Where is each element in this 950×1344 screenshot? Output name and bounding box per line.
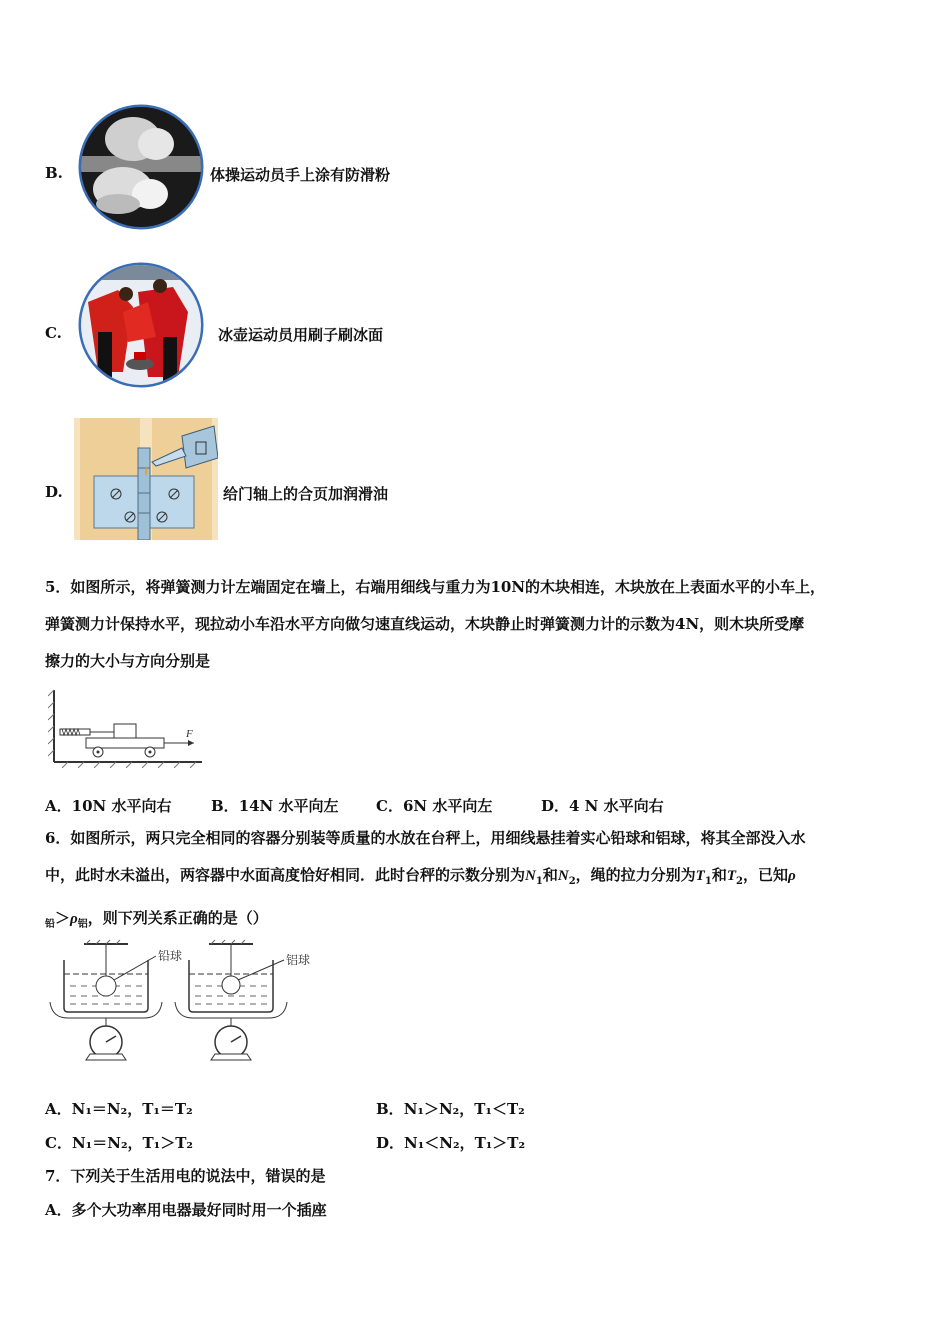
q6-scales-figure	[46, 938, 326, 1068]
q5-stem-line-1: 5．如图所示，将弹簧测力计左端固定在墙上，右端用细线与重力为10N的木块相连，木块放在上表面水平的小车上，	[45, 578, 826, 596]
q5-option-c-label: C．	[376, 797, 403, 815]
q5-option-d	[541, 795, 664, 816]
q5-option-a-text: 10N 水平向右	[71, 797, 172, 815]
q5-cart-figure	[48, 688, 208, 768]
q6-option-d-label: D．	[376, 1134, 405, 1152]
gymnast-chalk-hands-photo	[78, 104, 204, 230]
q6-option-a-text: N₁＝N₂，T₁＝T₂	[71, 1100, 193, 1118]
q6-stem-line-1: 6．如图所示，两只完全相同的容器分别装等质量的水放在台秤上，用细线悬挂着实心铅球和铝球，将其全部没入水	[45, 829, 806, 847]
q7-stem: 7．下列关于生活用电的说法中，错误的是	[45, 1167, 326, 1185]
door-hinge-oil-illustration	[74, 418, 218, 540]
q5-option-b-label: B．	[211, 797, 239, 815]
q5-option-c	[376, 795, 492, 816]
q5-option-b-text: 14N 水平向左	[238, 797, 339, 815]
q5-force-label: F	[186, 728, 193, 740]
q6-option-b-text: N₁＞N₂，T₁＜T₂	[403, 1100, 525, 1118]
option-b-label: B.	[45, 164, 63, 182]
q5-option-a-label: A．	[45, 797, 72, 815]
option-c-text: 冰壶运动员用刷子刷冰面	[218, 326, 384, 344]
q6-stem-line-3: $_铅>\rho_铝$，则下列关系正确的是（）	[45, 909, 268, 930]
q5-option-c-text: 6N 水平向左	[402, 797, 493, 815]
option-b-text: 体操运动员手上涂有防滑粉	[210, 166, 391, 184]
option-d-label: D.	[45, 483, 63, 501]
q5-option-d-label: D．	[541, 797, 570, 815]
q6-option-c-label: C．	[45, 1134, 72, 1152]
q6-option-c	[45, 1132, 193, 1153]
q7-option-a	[45, 1199, 327, 1220]
q5-stem-line-3: 擦力的大小与方向分别是	[45, 652, 211, 670]
q6-stem	[45, 820, 905, 943]
q5-option-a	[45, 795, 171, 816]
q7-option-a-label: A．	[45, 1201, 72, 1219]
option-d-text: 给门轴上的合页加润滑油	[223, 485, 389, 503]
q5-option-d-text: 4 N 水平向右	[569, 797, 664, 815]
q6-option-a	[45, 1098, 193, 1119]
q6-option-d	[376, 1132, 525, 1153]
q6-stem-line-2: 中，此时水未溢出，两容器中水面高度恰好相同．此时台秤的示数分别为$N_1$和$N_2$，绳的拉力分别为$T_1$和$T_2$，已知ρ	[45, 866, 796, 887]
q6-option-b-label: B．	[376, 1100, 404, 1118]
q6-option-b	[376, 1098, 525, 1119]
option-c-label: C.	[45, 324, 62, 342]
q6-lead-ball-label: 铅球	[158, 949, 183, 963]
q5-option-b	[211, 795, 339, 816]
q5-stem-line-2: 弹簧测力计保持水平，现拉动小车沿水平方向做匀速直线运动，木块静止时弹簧测力计的示数为4N，则木块所受摩	[45, 615, 805, 633]
curling-sweeping-photo	[78, 262, 204, 388]
q5-stem	[45, 569, 905, 680]
q6-option-d-text: N₁＜N₂，T₁＞T₂	[404, 1134, 526, 1152]
q6-aluminum-ball-label: 铝球	[286, 953, 311, 967]
q6-option-a-label: A．	[45, 1100, 72, 1118]
q7-option-a-text: 多个大功率用电器最好同时用一个插座	[71, 1201, 327, 1219]
q6-option-c-text: N₁＝N₂，T₁＞T₂	[71, 1134, 193, 1152]
